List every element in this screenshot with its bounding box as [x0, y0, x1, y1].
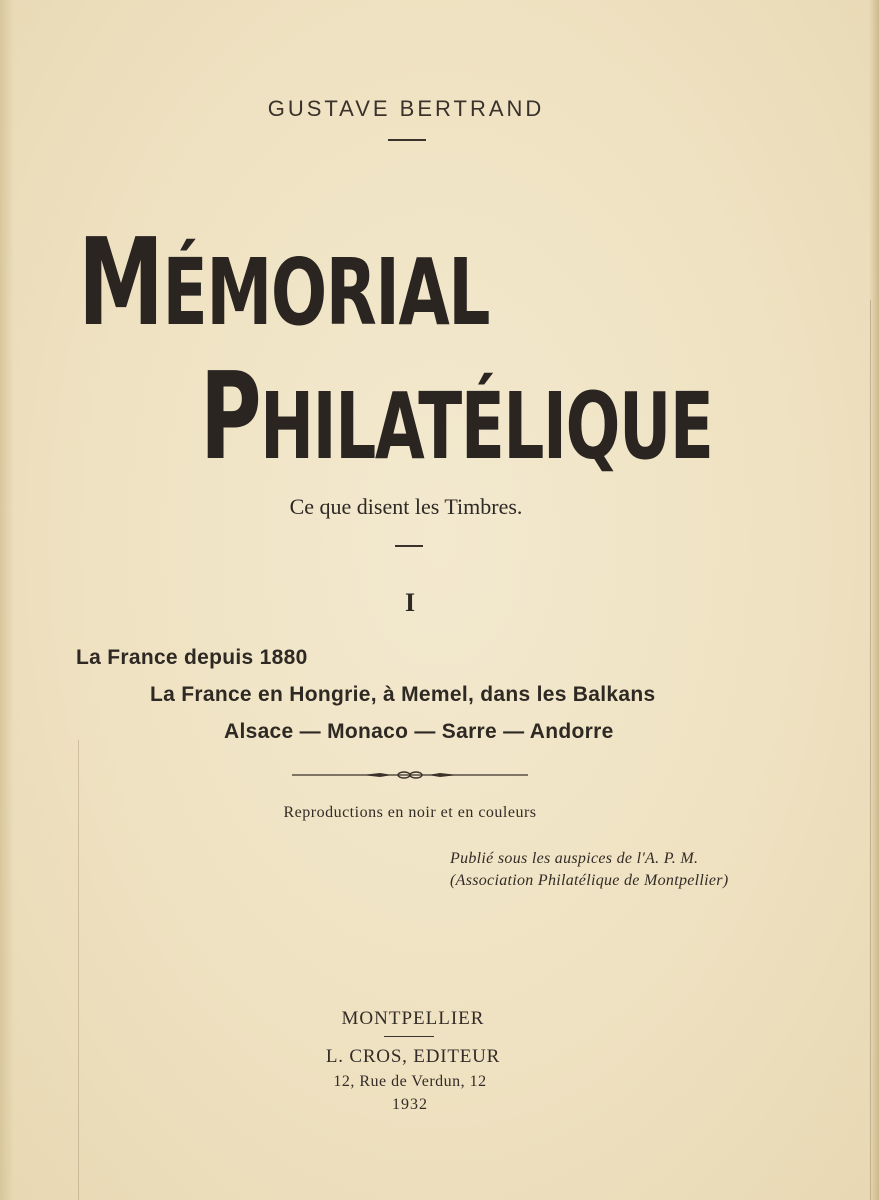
imprint-publisher: L. CROS, EDITEUR [325, 1046, 501, 1067]
imprint-year: 1932 [392, 1096, 428, 1113]
title-line-1 [78, 214, 490, 353]
contents-line-3: Alsace — Monaco — Sarre — Andorre [224, 720, 614, 743]
ornamental-divider [292, 768, 528, 782]
title-line-1-initial: M [78, 214, 163, 353]
volume-number: I [404, 588, 416, 617]
imprint-city: MONTPELLIER [341, 1008, 485, 1029]
title-line-2-rest: HILATÉLIQUE [260, 373, 713, 480]
title-line-1-rest: ÉMORIAL [162, 239, 490, 346]
subtitle-rule [395, 545, 423, 547]
reproductions-note: Reproductions en noir et en couleurs [283, 804, 537, 821]
auspices-note [450, 848, 728, 892]
auspices-line-1: Publié sous les auspices de l'A. P. M. [450, 850, 699, 867]
author-name: GUSTAVE BERTRAND [267, 96, 545, 121]
page-edge-line [870, 300, 871, 1200]
subtitle: Ce que disent les Timbres. [289, 494, 523, 519]
contents-line-2: La France en Hongrie, à Memel, dans les Balkans [150, 683, 656, 706]
auspices-line-2: (Association Philatélique de Montpellier) [450, 872, 729, 889]
title-line-2 [200, 348, 713, 487]
contents-line-1: La France depuis 1880 [76, 646, 308, 669]
title-line-2-initial: P [200, 348, 261, 487]
author-rule [388, 139, 426, 141]
imprint-address: 12, Rue de Verdun, 12 [333, 1073, 487, 1090]
imprint-rule [384, 1036, 434, 1037]
